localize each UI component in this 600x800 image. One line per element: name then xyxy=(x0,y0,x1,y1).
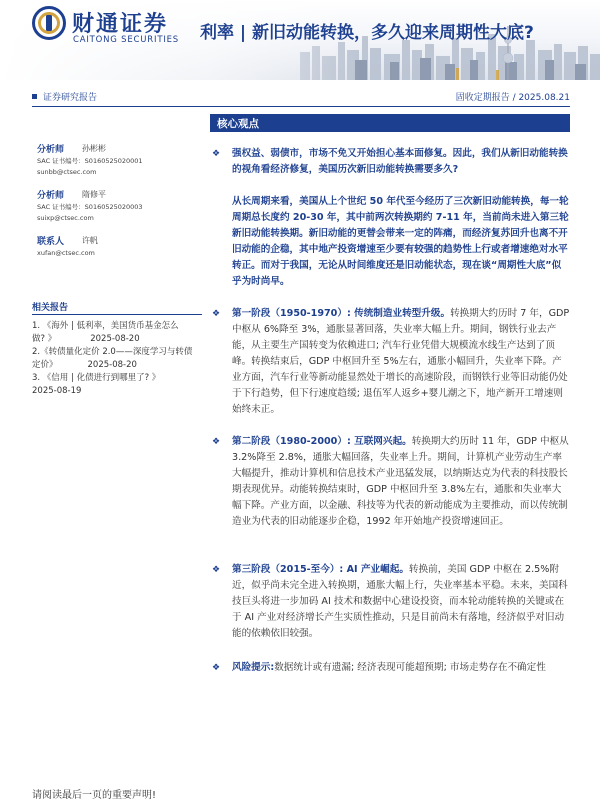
divider xyxy=(32,314,202,315)
report-header xyxy=(0,0,600,80)
analyst-name: 隋修平 xyxy=(82,190,106,199)
stage-3 xyxy=(210,562,570,642)
core-point-1 xyxy=(210,146,570,178)
report-type-label: 证券研究报告 xyxy=(43,93,98,103)
related-title: 相关报告 xyxy=(32,303,69,313)
risk-notice xyxy=(210,660,570,676)
diamond-bullet-icon: ❖ xyxy=(212,437,221,447)
disclaimer-note: 请阅读最后一页的重要声明! xyxy=(32,790,157,800)
diamond-bullet-icon: ❖ xyxy=(212,149,221,159)
related-report-title: 2.《转债量化定价 2.0——深度学习与转债 xyxy=(32,347,193,357)
analyst-card xyxy=(32,188,202,224)
page-title: 利率 | 新旧动能转换，多久迎来周期性大底? xyxy=(200,23,534,43)
divider xyxy=(32,106,570,107)
related-reports xyxy=(32,300,202,398)
analyst-email[interactable]: suixp@ctsec.com xyxy=(37,214,94,222)
analyst-role: 分析师 xyxy=(37,191,65,201)
stage-1 xyxy=(210,306,570,418)
logo-emblem-icon xyxy=(32,6,66,40)
diamond-bullet-icon: ❖ xyxy=(212,565,221,575)
stage-1-body: 转换期大约历时 7 年，GDP 中枢从 6%降至 3%，通胀显著回落，失业率大幅上升。期间，钢铁行业去产能，从主要生产国转变为依赖进口; 汽车行业凭借大规模流水线生产达到了顶峰。转换结束后，GDP 中枢回升至 5%左右，通胀小幅回升，失业率下降。产业方面，汽车行业等新动能显然处于增长的高速阶段，而钢铁行业等旧动能仍处于下行趋势，但下行速度趋缓; 退伍军人返乡+婴儿潮之下，地产新开工增速则始终未正。 xyxy=(232,308,570,415)
related-report-title-cont: 做? 》 xyxy=(32,334,57,344)
contact-email[interactable]: xufan@ctsec.com xyxy=(37,249,95,257)
analyst-email[interactable]: sunbb@ctsec.com xyxy=(37,168,97,176)
square-bullet-icon xyxy=(32,94,37,99)
report-type xyxy=(32,90,97,103)
related-report-title: 3. 《信用 | 化债进行到哪里了? 》 xyxy=(32,373,161,383)
diamond-bullet-icon: ❖ xyxy=(212,663,221,673)
sub-header xyxy=(32,90,570,106)
stage-2-heading: 第二阶段（1980-2000）: 互联网兴起。 xyxy=(232,436,412,447)
core-views-header xyxy=(210,114,570,132)
report-date: 固收定期报告 / 2025.08.21 xyxy=(455,93,570,103)
related-report-date: 2025-08-20 xyxy=(90,334,140,344)
related-report-title: 1. 《海外 | 低利率，美国货币基金怎么 xyxy=(32,321,179,331)
analyst-sac: SAC 证书编号：S0160525020003 xyxy=(37,203,143,211)
risk-body: 数据统计或有遗漏; 经济表现可能超预期; 市场走势存在不确定性 xyxy=(274,662,546,673)
diamond-bullet-icon: ❖ xyxy=(212,309,221,319)
related-report-item[interactable] xyxy=(32,320,202,346)
contact-name: 许帆 xyxy=(82,236,98,245)
core-views-title: 核心观点 xyxy=(217,118,259,130)
stage-3-heading: 第三阶段（2015-至今）: AI 产业崛起。 xyxy=(232,564,409,575)
stage-1-heading: 第一阶段（1950-1970）: 传统制造业转型升级。 xyxy=(232,308,451,319)
related-report-date: 2025-08-19 xyxy=(32,386,82,396)
analyst-card xyxy=(32,142,202,178)
related-report-date: 2025-08-20 xyxy=(87,360,137,370)
stage-2-body: 转换期大约历时 11 年，GDP 中枢从 3.2%降至 2.8%，通胀大幅回落，失业率上升。期间，计算机产业劳动生产率大幅提升，推动计算机和信息技术产业迅猛发展，以纳斯达克为代表的科技股长期表现优异。动能转换结束时，GDP 中枢回升至 3.8%左右，通胀和失业率大幅下降。产业方面，以金融、科技等为代表的新动能成为主要推动，而以传统制造业为代表的旧动能逐步企稳，1992 年开始地产投资增速回正。 xyxy=(232,436,569,527)
analyst-role: 分析师 xyxy=(37,145,65,155)
risk-heading: 风险提示: xyxy=(232,662,275,673)
related-report-item[interactable] xyxy=(32,346,202,372)
analyst-name: 孙彬彬 xyxy=(82,144,106,153)
core-intro: 从长周期来看，美国从上个世纪 50 年代至今经历了三次新旧动能转换，每一轮周期总长度约 20-30 年，其中前两次转换期约 7-11 年，当前尚未进入第三轮新旧动能转换期。新旧动能的更替会带来一定的阵痛，而经济复苏回升也离不开旧动能的企稳，其中地产投资增速至少要有较强的趋势性上行或者增速绝对水平转正。而对于我国，无论从时间维度还是旧动能状态，现在谈“周期性大底”似乎为时尚早。 xyxy=(232,196,569,287)
stage-2 xyxy=(210,434,570,530)
analyst-panel xyxy=(32,142,202,259)
logo-name-en: CAITONG SECURITIES xyxy=(73,35,179,45)
related-report-item[interactable] xyxy=(32,372,202,398)
stage-3-body: 转换前，美国 GDP 中枢在 2.5%附近，似乎尚未完全进入转换期，通胀大幅上行，失业率基本平稳。未来，美国科技巨头将进一步加码 AI 技术和数据中心建设投资，而本轮动能转换的关键或在于 AI 产业对经济增长产生实质性推动，只是目前尚未有落地，经济似乎对旧动能的依赖依旧较强。 xyxy=(232,564,568,639)
analyst-sac: SAC 证书编号：S0160525020001 xyxy=(37,157,143,165)
contact-role: 联系人 xyxy=(37,237,65,247)
related-report-title-cont: 定价》 xyxy=(32,360,58,370)
contact-card xyxy=(32,234,202,259)
company-logo xyxy=(32,6,182,46)
logo-name-cn: 财通证券 xyxy=(72,12,169,37)
core-point-1-text: 强权益、弱债市，市场不免又开始担心基本面修复。因此，我们从新旧动能转换的视角看经济修复，美国历次新旧动能转换需要多久? xyxy=(232,148,568,175)
